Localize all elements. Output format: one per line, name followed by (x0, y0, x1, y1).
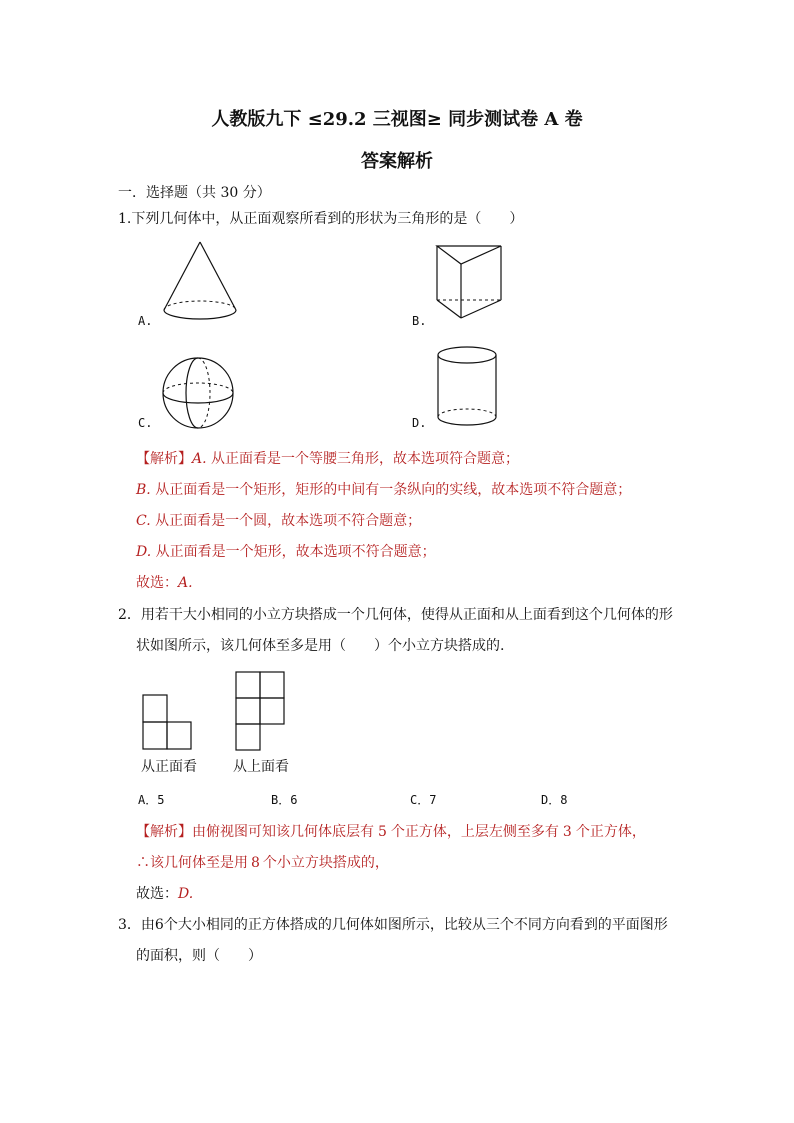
q1-option-b-label: B. (412, 314, 427, 328)
sphere-figure (160, 355, 236, 431)
triangular-prism-figure (435, 244, 505, 324)
question-2-stem-line2: 状如图所示，该几何体至多是用（ ）个小立方块搭成的. (136, 638, 505, 654)
analysis-text: 个正方体，上层左侧至多有 (390, 824, 559, 840)
answer-prefix: 故选： (136, 575, 178, 591)
analysis-option-letter: D. (136, 544, 152, 560)
analysis-text: ∴该几何体至是用 (136, 855, 248, 871)
cone-figure (160, 240, 240, 325)
q2-option-d: D．8 (541, 793, 568, 807)
q2-analysis-line1 (136, 821, 646, 841)
analysis-option-letter: A. (192, 451, 207, 467)
analysis-number: 8 (251, 855, 260, 871)
q1-analysis-b (136, 479, 631, 499)
analysis-number: 5 (378, 824, 387, 840)
section-heading: 一．选择题（共 30 分） (118, 185, 271, 201)
q1-analysis-c (136, 510, 421, 530)
q1-answer (136, 572, 193, 592)
answer-letter: A. (178, 575, 193, 591)
top-view-caption: 从上面看 (233, 759, 289, 775)
q2-answer (136, 883, 193, 903)
q2-option-b: B．6 (271, 793, 298, 807)
analysis-option-letter: C. (136, 513, 151, 529)
answer-prefix: 故选： (136, 886, 178, 902)
analysis-text: 个正方体， (575, 824, 646, 840)
front-view-caption: 从正面看 (141, 759, 197, 775)
question-3-stem-line2: 的面积，则（ ） (136, 948, 262, 964)
front-view-grid (142, 694, 194, 750)
q2-option-a: A．5 (138, 793, 165, 807)
q1-analysis-a (136, 448, 519, 468)
analysis-tag: 【解析】 (136, 451, 192, 467)
analysis-number: 3 (562, 824, 572, 840)
cylinder-figure (436, 345, 498, 430)
question-2-stem-line1: 2．用若干大小相同的小立方块搭成一个几何体，使得从正面和从上面看到这个几何体的形 (118, 607, 673, 623)
q2-option-c: C．7 (410, 793, 437, 807)
answer-letter: D. (178, 886, 194, 902)
analysis-text: 从正面看是一个矩形，故本选项不符合题意； (151, 544, 436, 560)
question-1-stem: 1.下列几何体中，从正面观察所看到的形状为三角形的是（ ） (118, 211, 524, 227)
q1-option-c-label: C. (138, 416, 153, 430)
page-title: 人教版九下 ≤29.2 三视图≥ 同步测试卷 A 卷 (211, 109, 583, 130)
top-view-grid (235, 671, 287, 751)
analysis-text: 从正面看是一个矩形，矩形的中间有一条纵向的实线，故本选项不符合题意； (150, 482, 632, 498)
q1-analysis-d (136, 541, 436, 561)
analysis-text: 由俯视图可知该几何体底层有 (192, 824, 374, 840)
question-3-stem-line1: 3．由6个大小相同的正方体搭成的几何体如图所示，比较从三个不同方向看到的平面图形 (118, 917, 668, 933)
q2-analysis-line2 (136, 852, 389, 872)
analysis-text: 从正面看是一个圆，故本选项不符合题意； (150, 513, 422, 529)
page-subtitle: 答案解析 (361, 151, 433, 172)
analysis-text: 从正面看是一个等腰三角形，故本选项符合题意； (206, 451, 520, 467)
analysis-tag: 【解析】 (136, 824, 192, 840)
analysis-text: 个小立方块搭成的， (262, 855, 389, 871)
analysis-option-letter: B. (136, 482, 151, 498)
q1-option-a-label: A. (138, 314, 153, 328)
q1-option-d-label: D. (412, 416, 427, 430)
